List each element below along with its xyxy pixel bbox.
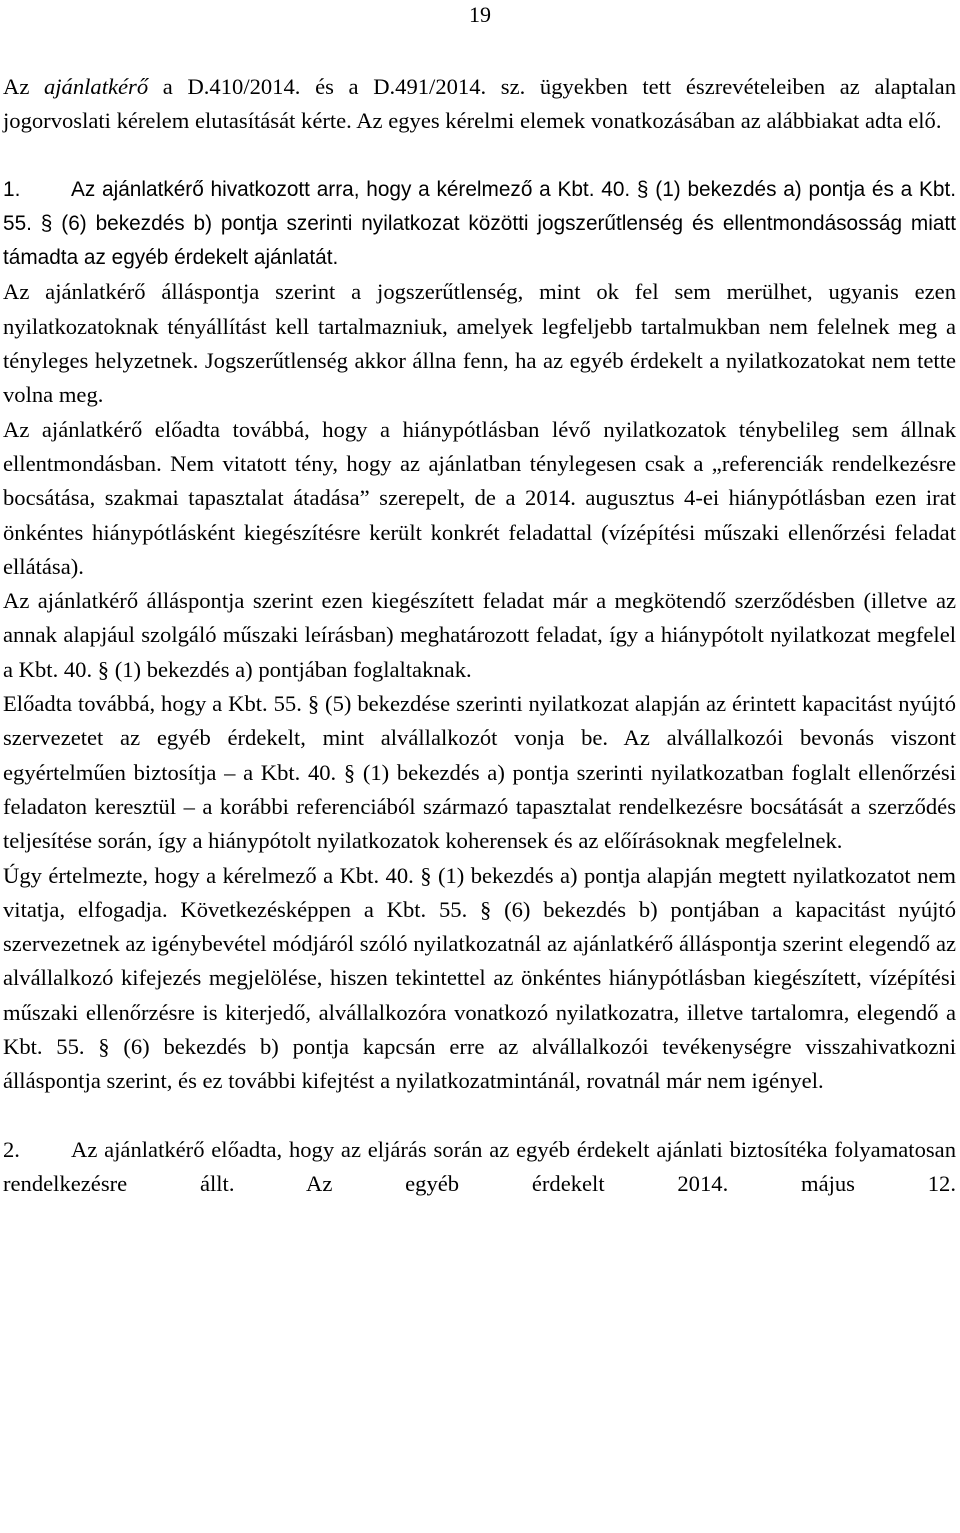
item-1-text: Az ajánlatkérő hivatkozott arra, hogy a kérelmező a Kbt. 40. § (1) bekezdés a) pontja és a Kbt. 55. § (6) bekezdés b) pontja szerinti nyilatkozat közötti jogszerűtlenség és ellentmondásosság miatt támadta az egyéb érdekelt ajánlatát.	[3, 177, 956, 270]
intro-paragraph	[3, 70, 956, 139]
document-body	[3, 70, 956, 1201]
body-paragraph-3: Az ajánlatkérő álláspontja szerint ezen kiegészített feladat már a megkötendő szerződésben (illetve az annak alapjául szolgáló műszaki leírásban) meghatározott feladat, így a hiánypótolt nyilatkozat megfelel a Kbt. 40. § (1) bekezdés a) pontjában foglaltaknak.	[3, 588, 956, 682]
intro-pre: Az	[3, 74, 44, 99]
intro-post: a D.410/2014. és a D.491/2014. sz. ügyekben tett észrevételeiben az alaptalan jogorvoslati kérelem elutasítását kérte. Az egyes kérelmi elemek vonatkozásában az alábbiakat adta elő.	[3, 74, 956, 134]
item-2-paragraph	[3, 1133, 956, 1202]
item-2-number: 2.	[3, 1136, 20, 1162]
item-2-text: Az ajánlatkérő előadta, hogy az eljárás során az egyéb érdekelt ajánlati biztosítéka folyamatosan rendelkezésre állt. Az egyéb érdekelt 2014. május 12.	[3, 1136, 956, 1196]
item-1-paragraph	[3, 173, 956, 276]
intro-emphasis: ajánlatkérő	[43, 74, 149, 99]
body-paragraph-1: Az ajánlatkérő álláspontja szerint a jogszerűtlenség, mint ok fel sem merülhet, ugyanis ezen nyilatkozatoknak tényállítást kell tartalmazniuk, amelyek legfeljebb tartalmukban nem felelnek meg a tényleges helyzetnek. Jogszerűtlenség akkor állna fenn, ha az egyéb érdekelt a nyilatkozatokat nem tette volna meg.	[3, 279, 956, 408]
body-paragraph-4: Előadta továbbá, hogy a Kbt. 55. § (5) bekezdése szerinti nyilatkozat alapján az érintett kapacitást nyújtó szervezetet az egyéb érdekelt, mint alvállalkozót vonja be. Az alvállalkozói bevonás viszont egyértelműen biztosítja – a Kbt. 40. § (1) bekezdés a) pontja szerinti nyilatkozatban foglalt ellenőrzési feladaton keresztül – a korábbi referenciából származó tapasztalat rendelkezésre bocsátását a szerződés teljesítése során, így a hiánypótolt nyilatkozatok koherensek és az előírásoknak megfelelnek.	[3, 691, 956, 854]
body-paragraph-5: Úgy értelmezte, hogy a kérelmező a Kbt. 40. § (1) bekezdés a) pontja alapján megtett nyilatkozatot nem vitatja, elfogadja. Következésképpen a Kbt. 55. § (6) bekezdés b) pontjában a kapacitást nyújtó szervezetnek az igénybevétel módjáról szóló nyilatkozatnál az ajánlatkérő álláspontja szerint elegendő az alvállalkozó kifejezés megjelölése, hiszen tekintettel az önkéntes hiánypótlásban kiegészített, vízépítési műszaki ellenőrzésre is kiterjedő, alvállalkozóra vonatkozó nyilatkozatra, illetve tartalomra, elegendő a Kbt. 55. § (6) bekezdés b) pontja kapcsán erre az alvállalkozói tevékenységre visszahivatkozni álláspontja szerint, és ez további kifejtést a nyilatkozatmintánál, rovatnál már nem igényel.	[3, 862, 956, 1094]
body-paragraph-2: Az ajánlatkérő előadta továbbá, hogy a hiánypótlásban lévő nyilatkozatok ténybelileg sem állnak ellentmondásban. Nem vitatott tény, hogy az ajánlatban ténylegesen csak a „referenciák rendelkezésre bocsátása, szakmai tapasztalat átadása” szerepelt, de a 2014. augusztus 4-ei hiánypótlásban ezen irat önkéntes hiánypótlásként kiegészítésre került konkrét feladattal (vízépítési műszaki ellenőrzési feladat ellátása).	[3, 416, 956, 579]
item-1-number: 1.	[3, 177, 21, 201]
page-number: 19	[469, 2, 491, 27]
